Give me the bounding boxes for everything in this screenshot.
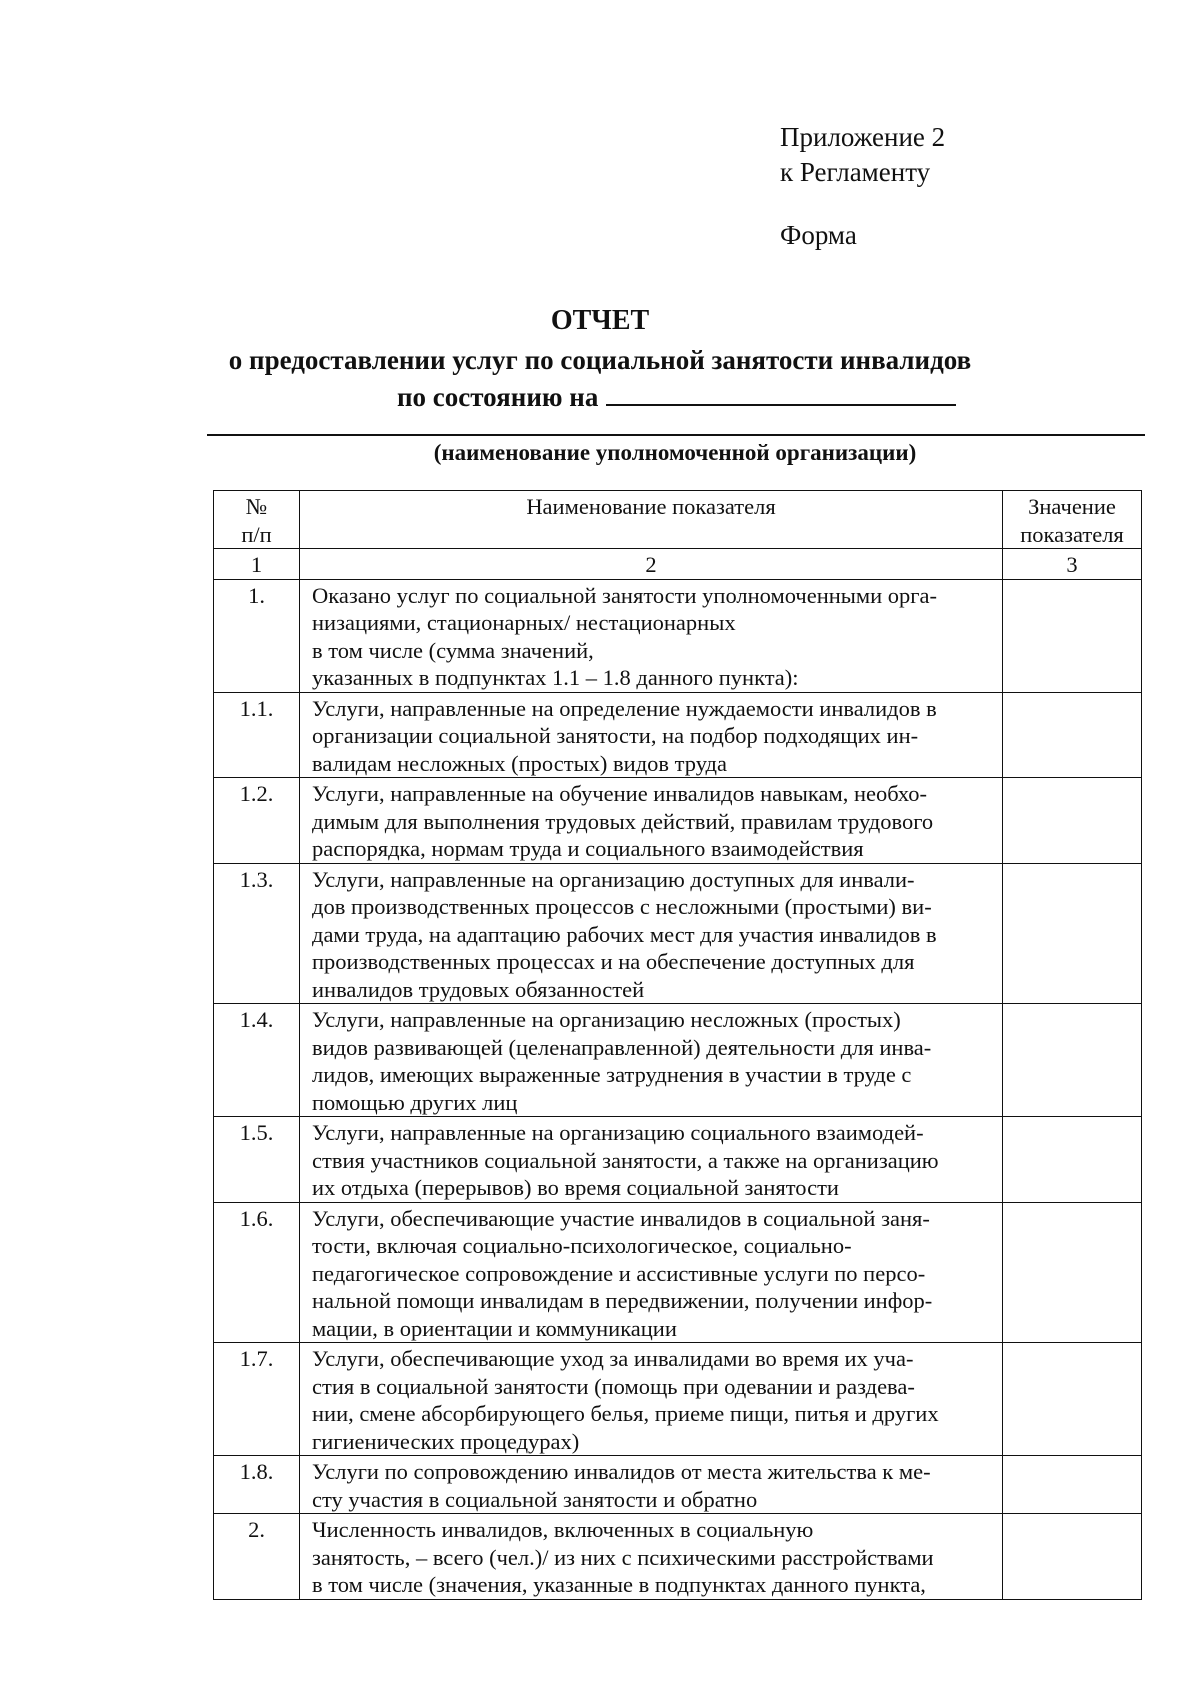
column-number-row <box>214 549 1142 580</box>
row-number-cell: 1. <box>214 579 300 692</box>
indicator-text-line: в том числе (сумма значений, <box>312 637 594 663</box>
header-value-line-2: показателя <box>1020 521 1124 547</box>
indicator-text-line: Услуги, направленные на обучение инвалидов навыкам, необхо- <box>312 781 927 806</box>
indicator-text-line: Услуги, направленные на определение нуждаемости инвалидов в <box>312 695 937 721</box>
organization-caption: (наименование уполномоченной организации) <box>433 440 917 465</box>
table-row <box>214 579 1142 692</box>
table-row <box>214 1004 1142 1117</box>
indicator-text-line: помощью других лиц <box>312 1089 518 1115</box>
indicator-name-cell <box>300 1514 1003 1600</box>
column-number-3: 3 <box>1003 549 1142 580</box>
header-num-line-1: № <box>245 494 268 519</box>
indicator-value-cell <box>1003 1514 1142 1600</box>
row-number-cell: 1.5. <box>214 1117 300 1203</box>
table-row <box>214 1514 1142 1600</box>
indicator-name-cell <box>300 1202 1003 1343</box>
indicator-text-line: сту участия в социальной занятости и обратно <box>312 1486 758 1512</box>
indicator-name-cell <box>300 1117 1003 1203</box>
indicator-text-line: ствия участников социальной занятости, а также на организацию <box>312 1147 939 1173</box>
indicator-text-line: Услуги по сопровождению инвалидов от места жительства к ме- <box>312 1459 931 1484</box>
indicator-text-line: димым для выполнения трудовых действий, правилам трудового <box>312 808 934 834</box>
indicator-text-line: гигиенических процедурах) <box>312 1428 580 1454</box>
indicator-text-line: организации социальной занятости, на подбор подходящих ин- <box>312 723 919 748</box>
report-table <box>213 490 1142 1600</box>
indicator-value-cell <box>1003 1202 1142 1343</box>
organization-name-blank <box>207 434 1145 436</box>
indicator-text-line: нальной помощи инвалидам в передвижении, получении инфор- <box>312 1288 933 1313</box>
indicator-text-line: инвалидов трудовых обязанностей <box>312 976 645 1002</box>
indicator-name-cell <box>300 579 1003 692</box>
header-num-cell <box>214 491 300 549</box>
appendix-line-2: к Регламенту <box>780 157 931 187</box>
form-label: Форма <box>780 220 857 250</box>
indicator-text-line: мации, в ориентации и коммуникации <box>312 1315 677 1341</box>
indicator-text-line: дами труда, на адаптацию рабочих мест для участия инвалидов в <box>312 921 937 947</box>
indicator-text-line: лидов, имеющих выраженные затруднения в участии в труде с <box>312 1062 912 1087</box>
indicator-value-cell <box>1003 1004 1142 1117</box>
row-number-cell: 1.3. <box>214 863 300 1004</box>
indicator-text-line: валидам несложных (простых) видов труда <box>312 750 727 776</box>
table-row <box>214 778 1142 864</box>
indicator-text-line: стия в социальной занятости (помощь при одевании и раздева- <box>312 1373 915 1399</box>
indicator-text-line: Численность инвалидов, включенных в социальную <box>312 1517 814 1542</box>
indicator-name-cell <box>300 778 1003 864</box>
row-number-cell: 1.7. <box>214 1343 300 1456</box>
row-number-cell: 1.4. <box>214 1004 300 1117</box>
indicator-value-cell <box>1003 1117 1142 1203</box>
table-header-row <box>214 491 1142 549</box>
appendix-line-1: Приложение 2 <box>780 122 946 152</box>
header-value-line-1: Значение <box>1028 494 1116 519</box>
indicator-text-line: педагогическое сопровождение и ассистивные услуги по персо- <box>312 1260 926 1286</box>
indicator-value-cell <box>1003 1343 1142 1456</box>
table-row <box>214 1202 1142 1343</box>
indicator-text-line: дов производственных процессов с несложными (простыми) ви- <box>312 894 932 919</box>
row-number-cell: 2. <box>214 1514 300 1600</box>
indicator-text-line: распорядка, нормам труда и социального взаимодействия <box>312 836 864 861</box>
table-row <box>214 1343 1142 1456</box>
column-number-2: 2 <box>300 549 1003 580</box>
table-row <box>214 692 1142 778</box>
indicator-text-line: в том числе (значения, указанные в подпунктах данного пункта, <box>312 1572 926 1597</box>
indicator-name-cell <box>300 1004 1003 1117</box>
table-row <box>214 863 1142 1004</box>
row-number-cell: 1.8. <box>214 1456 300 1514</box>
indicator-text-line: Услуги, обеспечивающие уход за инвалидами во время их уча- <box>312 1346 914 1371</box>
header-value-cell <box>1003 491 1142 549</box>
as-of-date-line <box>397 380 956 413</box>
row-number-cell: 1.6. <box>214 1202 300 1343</box>
as-of-date-blank <box>606 380 956 406</box>
indicator-value-cell <box>1003 692 1142 778</box>
table-row <box>214 1456 1142 1514</box>
indicator-text-line: Услуги, направленные на организацию несложных (простых) <box>312 1007 901 1032</box>
indicator-name-cell <box>300 1456 1003 1514</box>
indicator-value-cell <box>1003 863 1142 1004</box>
indicator-text-line: занятость, – всего (чел.)/ из них с психическими расстройствами <box>312 1544 934 1570</box>
indicator-text-line: указанных в подпунктах 1.1 – 1.8 данного пункта): <box>312 665 799 690</box>
as-of-label: по состоянию на <box>397 382 599 412</box>
indicator-value-cell <box>1003 778 1142 864</box>
indicator-value-cell <box>1003 579 1142 692</box>
row-number-cell: 1.1. <box>214 692 300 778</box>
indicator-name-cell <box>300 863 1003 1004</box>
row-number-cell: 1.2. <box>214 778 300 864</box>
header-name-cell: Наименование показателя <box>300 491 1003 549</box>
header-num-line-2: п/п <box>241 521 272 547</box>
indicator-text-line: Услуги, обеспечивающие участие инвалидов в социальной заня- <box>312 1205 930 1231</box>
indicator-name-cell <box>300 1343 1003 1456</box>
indicator-text-line: низациями, стационарных/ нестационарных <box>312 610 736 635</box>
indicator-text-line: Услуги, направленные на организацию социального взаимодей- <box>312 1120 924 1145</box>
appendix-reference <box>780 120 945 190</box>
indicator-value-cell <box>1003 1456 1142 1514</box>
report-title: ОТЧЕТ <box>550 305 650 336</box>
indicator-text-line: тости, включая социально-психологическое, социально- <box>312 1233 852 1258</box>
report-subtitle: о предоставлении услуг по социальной занятости инвалидов <box>228 345 972 375</box>
indicator-text-line: Оказано услуг по социальной занятости уполномоченными орга- <box>312 582 938 608</box>
indicator-text-line: видов развивающей (целенаправленной) деятельности для инва- <box>312 1034 932 1060</box>
table-row <box>214 1117 1142 1203</box>
indicator-text-line: производственных процессах и на обеспечение доступных для <box>312 949 915 974</box>
indicator-text-line: Услуги, направленные на организацию доступных для инвали- <box>312 866 915 892</box>
indicator-text-line: их отдыха (перерывов) во время социальной занятости <box>312 1175 839 1200</box>
indicator-name-cell <box>300 692 1003 778</box>
column-number-1: 1 <box>214 549 300 580</box>
indicator-text-line: нии, смене абсорбирующего белья, приеме пищи, питья и других <box>312 1401 939 1426</box>
